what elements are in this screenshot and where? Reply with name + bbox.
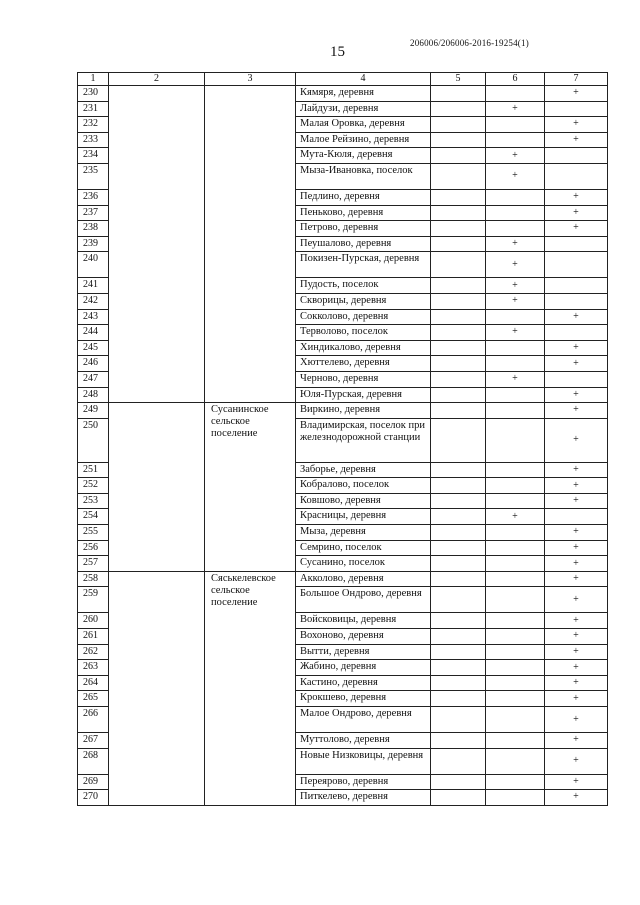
column-7-mark [545,293,608,309]
column-5-cell [431,340,486,356]
row-number: 233 [78,132,109,148]
locality-name: Войсковицы, деревня [296,613,431,629]
column-5-cell [431,691,486,707]
column-6-mark [486,525,545,541]
row-number: 255 [78,525,109,541]
document-id: 206006/206006-2016-19254(1) [410,38,529,48]
column-7-mark [545,101,608,117]
column-5-cell [431,571,486,587]
row-number: 246 [78,356,109,372]
column-header: 7 [545,73,608,86]
row-number: 238 [78,221,109,237]
column-6-mark: + [486,252,545,278]
column-7-mark [545,278,608,294]
table-row [78,571,608,587]
row-number: 239 [78,236,109,252]
column-7-mark: + [545,403,608,419]
column-6-mark: + [486,163,545,189]
locality-name: Пеушалово, деревня [296,236,431,252]
row-number: 269 [78,774,109,790]
column-7-mark [545,509,608,525]
column-6-mark: + [486,325,545,341]
locality-name: Крокшево, деревня [296,691,431,707]
row-number: 257 [78,556,109,572]
locality-name: Сокколово, деревня [296,309,431,325]
row-number: 250 [78,418,109,462]
column-6-mark [486,340,545,356]
column-7-mark [545,236,608,252]
column-7-mark: + [545,132,608,148]
column-5-cell [431,278,486,294]
locality-name: Красницы, деревня [296,509,431,525]
column-7-mark: + [545,221,608,237]
column-5-cell [431,403,486,419]
row-number: 252 [78,478,109,494]
column-6-mark [486,418,545,462]
row-number: 256 [78,540,109,556]
column-7-mark: + [545,340,608,356]
column-7-mark: + [545,707,608,733]
column-5-cell [431,252,486,278]
column-6-mark [486,629,545,645]
column-2-cell [109,571,205,805]
column-5-cell [431,774,486,790]
locality-name: Покизен-Пурская, деревня [296,252,431,278]
row-number: 267 [78,733,109,749]
row-number: 247 [78,371,109,387]
column-6-mark: + [486,371,545,387]
column-7-mark [545,163,608,189]
column-7-mark: + [545,418,608,462]
column-7-mark: + [545,748,608,774]
row-number: 254 [78,509,109,525]
column-7-mark: + [545,571,608,587]
row-number: 265 [78,691,109,707]
locality-name: Малое Ондрово, деревня [296,707,431,733]
row-number: 245 [78,340,109,356]
column-6-mark [486,117,545,133]
column-6-mark [486,613,545,629]
locality-name: Кобралово, поселок [296,478,431,494]
column-6-mark [486,556,545,572]
column-5-cell [431,371,486,387]
locality-name: Вытти, деревня [296,644,431,660]
column-7-mark [545,325,608,341]
locality-name: Сусанино, поселок [296,556,431,572]
column-5-cell [431,540,486,556]
column-5-cell [431,644,486,660]
row-number: 266 [78,707,109,733]
column-5-cell [431,675,486,691]
locality-name: Жабино, деревня [296,660,431,676]
row-number: 240 [78,252,109,278]
locality-name: Петрово, деревня [296,221,431,237]
column-6-mark: + [486,509,545,525]
row-number: 234 [78,148,109,164]
column-2-cell [109,403,205,572]
column-7-mark [545,371,608,387]
column-5-cell [431,478,486,494]
column-5-cell [431,418,486,462]
column-7-mark: + [545,478,608,494]
locality-name: Педлино, деревня [296,189,431,205]
column-5-cell [431,221,486,237]
column-6-mark [486,733,545,749]
column-7-mark: + [545,613,608,629]
column-7-mark: + [545,356,608,372]
column-6-mark [486,790,545,806]
locality-name: Кастино, деревня [296,675,431,691]
column-5-cell [431,309,486,325]
row-number: 258 [78,571,109,587]
column-7-mark: + [545,205,608,221]
column-6-mark [486,205,545,221]
column-7-mark: + [545,644,608,660]
locality-name: Кямяря, деревня [296,86,431,102]
column-6-mark [486,309,545,325]
row-number: 237 [78,205,109,221]
locality-name: Малая Оровка, деревня [296,117,431,133]
settlement-name: Сусанинское сельское поселение [205,403,296,572]
settlement-name: Сяськелевское сельское поселение [205,571,296,805]
column-7-mark: + [545,774,608,790]
column-5-cell [431,189,486,205]
column-5-cell [431,325,486,341]
locality-name: Акколово, деревня [296,571,431,587]
locality-name: Заборье, деревня [296,462,431,478]
page-number: 15 [330,44,345,60]
row-number: 235 [78,163,109,189]
column-7-mark: + [545,117,608,133]
row-number: 242 [78,293,109,309]
column-header: 4 [296,73,431,86]
row-number: 248 [78,387,109,403]
settlement-name [205,86,296,403]
column-5-cell [431,707,486,733]
column-5-cell [431,117,486,133]
column-7-mark: + [545,86,608,102]
column-5-cell [431,525,486,541]
column-5-cell [431,148,486,164]
column-6-mark [486,587,545,613]
column-5-cell [431,387,486,403]
row-number: 261 [78,629,109,645]
column-6-mark [486,660,545,676]
row-number: 264 [78,675,109,691]
column-6-mark [486,748,545,774]
row-number: 236 [78,189,109,205]
column-5-cell [431,462,486,478]
column-2-cell [109,86,205,403]
row-number: 249 [78,403,109,419]
row-number: 230 [78,86,109,102]
column-5-cell [431,293,486,309]
column-5-cell [431,163,486,189]
column-7-mark: + [545,691,608,707]
column-6-mark [486,189,545,205]
column-6-mark [486,462,545,478]
column-header: 6 [486,73,545,86]
row-number: 244 [78,325,109,341]
row-number: 241 [78,278,109,294]
column-5-cell [431,356,486,372]
column-7-mark: + [545,540,608,556]
row-number: 270 [78,790,109,806]
table-body [78,86,608,806]
locality-name: Мыза-Ивановка, поселок [296,163,431,189]
column-6-mark [486,387,545,403]
column-7-mark: + [545,587,608,613]
locality-name: Мыза, деревня [296,525,431,541]
column-7-mark: + [545,525,608,541]
column-6-mark [486,540,545,556]
row-number: 251 [78,462,109,478]
column-5-cell [431,236,486,252]
column-5-cell [431,660,486,676]
column-6-mark: + [486,101,545,117]
column-7-mark: + [545,629,608,645]
column-7-mark: + [545,189,608,205]
column-5-cell [431,587,486,613]
column-6-mark [486,356,545,372]
column-6-mark [486,86,545,102]
table-row [78,86,608,102]
locality-name: Мута-Кюля, деревня [296,148,431,164]
column-6-mark: + [486,278,545,294]
column-header: 2 [109,73,205,86]
column-7-mark: + [545,733,608,749]
column-5-cell [431,748,486,774]
locality-name: Хиндикалово, деревня [296,340,431,356]
locality-name: Пеньково, деревня [296,205,431,221]
column-5-cell [431,733,486,749]
column-5-cell [431,86,486,102]
locality-name: Скворицы, деревня [296,293,431,309]
column-6-mark [486,774,545,790]
locality-name: Вохоново, деревня [296,629,431,645]
locality-name: Владимирская, поселок при железнодорожной станции [296,418,431,462]
row-number: 262 [78,644,109,660]
locality-name: Малое Рейзино, деревня [296,132,431,148]
locality-name: Пудость, поселок [296,278,431,294]
locality-name: Питкелево, деревня [296,790,431,806]
column-6-mark [486,707,545,733]
column-5-cell [431,556,486,572]
column-6-mark: + [486,148,545,164]
column-5-cell [431,132,486,148]
row-number: 231 [78,101,109,117]
column-7-mark: + [545,309,608,325]
column-6-mark [486,493,545,509]
column-7-mark: + [545,387,608,403]
column-7-mark: + [545,493,608,509]
locality-name: Виркино, деревня [296,403,431,419]
column-header: 3 [205,73,296,86]
locality-name: Терволово, поселок [296,325,431,341]
column-6-mark [486,644,545,660]
column-5-cell [431,790,486,806]
locality-name: Семрино, поселок [296,540,431,556]
column-5-cell [431,101,486,117]
row-number: 268 [78,748,109,774]
column-6-mark: + [486,293,545,309]
row-number: 263 [78,660,109,676]
column-7-mark: + [545,790,608,806]
column-7-mark: + [545,660,608,676]
row-number: 243 [78,309,109,325]
column-header: 1 [78,73,109,86]
column-6-mark [486,691,545,707]
column-6-mark [486,571,545,587]
column-7-mark [545,148,608,164]
settlements-table [77,72,608,806]
locality-name: Новые Низковицы, деревня [296,748,431,774]
column-5-cell [431,629,486,645]
column-7-mark: + [545,675,608,691]
row-number: 232 [78,117,109,133]
column-7-mark: + [545,462,608,478]
column-5-cell [431,205,486,221]
locality-name: Муттолово, деревня [296,733,431,749]
column-6-mark [486,675,545,691]
column-5-cell [431,493,486,509]
row-number: 259 [78,587,109,613]
locality-name: Черново, деревня [296,371,431,387]
locality-name: Хюттелево, деревня [296,356,431,372]
column-5-cell [431,613,486,629]
column-6-mark [486,478,545,494]
locality-name: Большое Ондрово, деревня [296,587,431,613]
row-number: 253 [78,493,109,509]
locality-name: Лайдузи, деревня [296,101,431,117]
column-6-mark [486,403,545,419]
column-6-mark [486,132,545,148]
column-6-mark: + [486,236,545,252]
column-6-mark [486,221,545,237]
locality-name: Ковшово, деревня [296,493,431,509]
header-row [78,73,608,86]
column-header: 5 [431,73,486,86]
column-5-cell [431,509,486,525]
table-row [78,403,608,419]
column-7-mark: + [545,556,608,572]
column-7-mark [545,252,608,278]
locality-name: Юля-Пурская, деревня [296,387,431,403]
row-number: 260 [78,613,109,629]
locality-name: Переярово, деревня [296,774,431,790]
